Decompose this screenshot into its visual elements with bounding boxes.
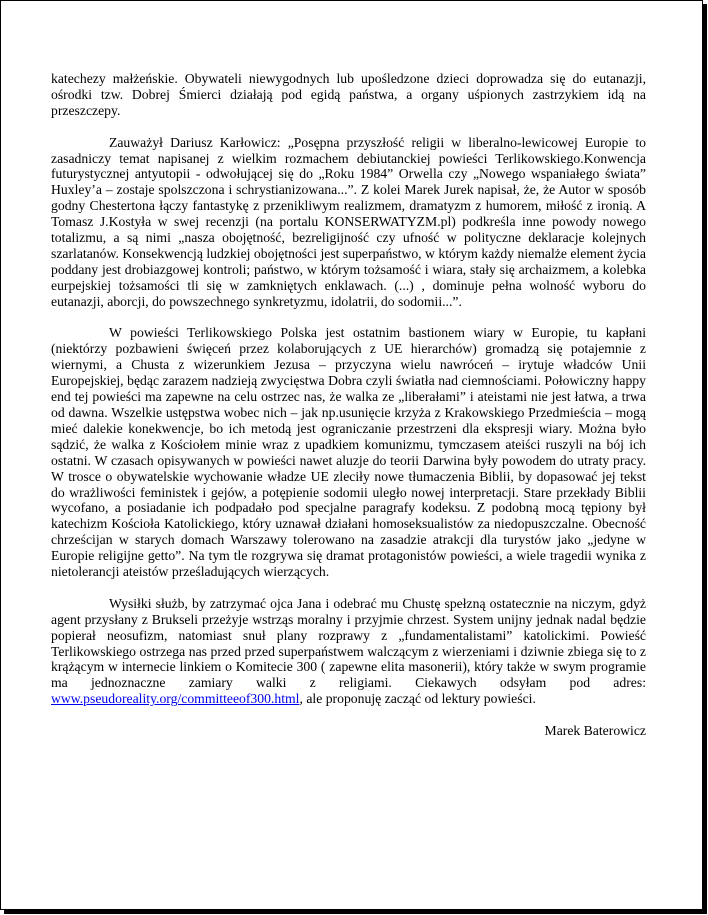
document-body [51,71,646,755]
paragraph-4-tail: , ale proponuję zacząć od lektury powieści. [299,691,536,707]
committee-link[interactable]: www.pseudoreality.org/committeeof300.html [51,691,300,707]
paragraph-3: W powieści Terlikowskiego Polska jest ostatnim bastionem wiary w Europie, tu kapłani (niektórzy pozbawieni święceń przez kolaborujących z UE hierarchów) gromadzą się potajemnie z wiernymi, a Chusta z wizerunkiem Jezusa – przyczyna wielu nawróceń – irytuje władców Unii Europejskiej, będąc zarazem nadzieją zwycięstwa Dobra czyli światła nad ciemnościami. Połowiczny happy end tej powieści ma zapewne na celu ostrzec nas, że walka ze „liberałami” i ateistami nie jest łatwa, a trwa od dawna. Wszelkie ustępstwa wobec nich – jak np.usunięcie krzyża z Krakowskiego Przedmieścia – mogą mieć dalekie konekwencje, bo ich metodą jest ograniczanie przestrzeni dla ekspresji wiary. Można było sądzić, że walka z Kościołem minie wraz z upadkiem komunizmu, tymczasem ateiści ruszyli na bój ich ostatni. W czasach opisywanych w powieści nawet aluzje do teorii Darwina były powodem do utraty pracy. W trosce o obywatelskie wychowanie władze UE zleciły nowe tłumaczenia Biblii, by dopasować jej tekst do wrażliwości feministek i gejów, a potępienie sodomii uległo nowej interpretacji. Stare przekłady Biblii wycofano, a posiadanie ich podpadało pod specjalne paragrafy kodeksu. Z podobną mocą tępiony był katechizm Kościoła Katolickiego, który uznawał działani homoseksualistów za niedopuszczalne. Obecność chrześcijan w starych domach Warszawy tolerowano na zasadzie atrakcji dla turystów jako „jedyne w Europie religijne getto”. Na tym tle rozgrywa się dramat protagonistów powieści, a wiele tragedii wynika z nietolerancji ateistów prześladujących wierzących. [51,325,646,580]
paragraph-4-text: Wysiłki służb, by zatrzymać ojca Jana i odebrać mu Chustę spełzną ostatecznie na niczym, gdyż agent przysłany z Brukseli przeżyje wstrząs moralny i przyjmie chrzest. System unijny jednak nadal będzie popierał neosufizm, natomiast snuł plany rozprawy z „fundamentalistami” katolickimi. Powieść Terlikowskiego ostrzega nas przed przed superpaństwem walczącym z wierzeniami i dziwnie zbiega się to z krążącym w internecie linkiem o Komitecie 300 ( zapewne elita masonerii), który także w swym programie ma jednoznaczne zamiary walki z religiami. Ciekawych odsyłam pod adres: [51,595,646,691]
paragraph-1: katechezy małżeńskie. Obywateli niewygodnych lub upośledzone dzieci doprowadza się do eutanazji, ośrodki tzw. Dobrej Śmierci działają pod egidą państwa, a organy uśpionych zastrzykiem idą na przeszczepy. [51,71,646,118]
paragraph-2: Zauważył Dariusz Karłowicz: „Posępna przyszłość religii w liberalno-lewicowej Europie to zasadniczy temat napisanej z wielkim rozmachem debiutanckiej powieści Terlikowskiego.Konwencja futurystycznej antyutopii - odwołującej się do „Roku 1984” Orwella czy „Nowego wspaniałego świata” Huxley’a – zostaje spolszczona i schrystianizowana...”. Z kolei Marek Jurek napisał, że, że Autor w sposób godny Chestertona łączy fantastykę z przenikliwym realizmem, dramatyzm z humorem, miłość z ironią. A Tomasz J.Kostyła w swej recenzji (na portalu KONSERWATYZM.pl) podkreśla inne powody nowego totalizmu, a są nimi „nasza obojętność, bezreligijność czy ufność w polityczne deklaracje kolejnych szarlatanów. Konsekwencją ludzkiej obojętności jest superpaństwo, w którym każdy niemalże element życia poddany jest drobiazgowej kontroli; państwo, w którym tożsamość i wiara, stały się archaizmem, a kolebka eurpejskiej tożsamości tli się w zamkniętych enklawach. (...) , dominuje pełna wolność wyboru do eutanazji, aborcji, do powszechnego synkretyzmu, idolatrii, do sodomii...”. [51,134,646,309]
paragraph-4 [51,596,646,707]
author-signature: Marek Baterowicz [544,723,646,739]
